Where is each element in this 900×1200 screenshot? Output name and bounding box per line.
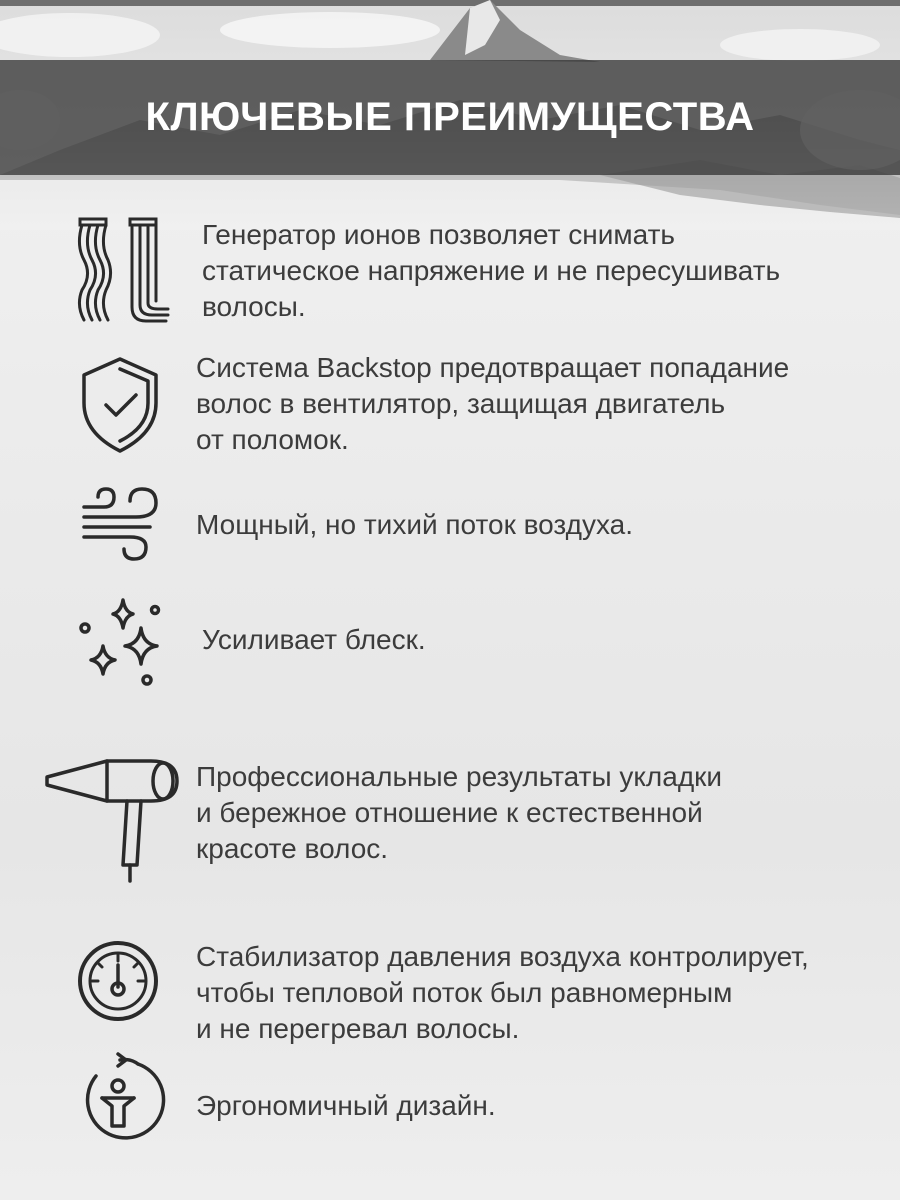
shield-check-icon <box>80 355 160 455</box>
feature-text-shine: Усиливает блеск. <box>202 624 426 655</box>
feature-text-pressure-stabilizer: Стабилизатор давления воздуха контролирует, чтобы тепловой поток был равномерным и не перегревал волосы. <box>196 941 809 1044</box>
feature-text-ergonomics: Эргономичный дизайн. <box>196 1090 496 1121</box>
hair-strands-icon <box>72 215 172 325</box>
hair-dryer-icon <box>45 755 180 885</box>
title-banner <box>0 60 900 175</box>
feature-text-airflow: Мощный, но тихий поток воздуха. <box>196 509 634 540</box>
sparkles-icon <box>75 598 165 690</box>
wind-icon <box>80 485 162 563</box>
ergonomic-person-icon <box>76 1050 166 1146</box>
feature-text-backstop: Система Backstop предотвращает попадание волос в вентилятор, защищая двигатель от поломок. <box>196 352 790 455</box>
feature-text-styling: Профессиональные результаты укладки и бережное отношение к естественной красоте волос. <box>196 761 723 864</box>
pressure-gauge-icon <box>76 939 160 1023</box>
page-title: КЛЮЧЕВЫЕ ПРЕИМУЩЕСТВА <box>145 95 755 139</box>
feature-text-ion-generator: Генератор ионов позволяет снимать статическое напряжение и не пересушивать волосы. <box>202 219 781 322</box>
